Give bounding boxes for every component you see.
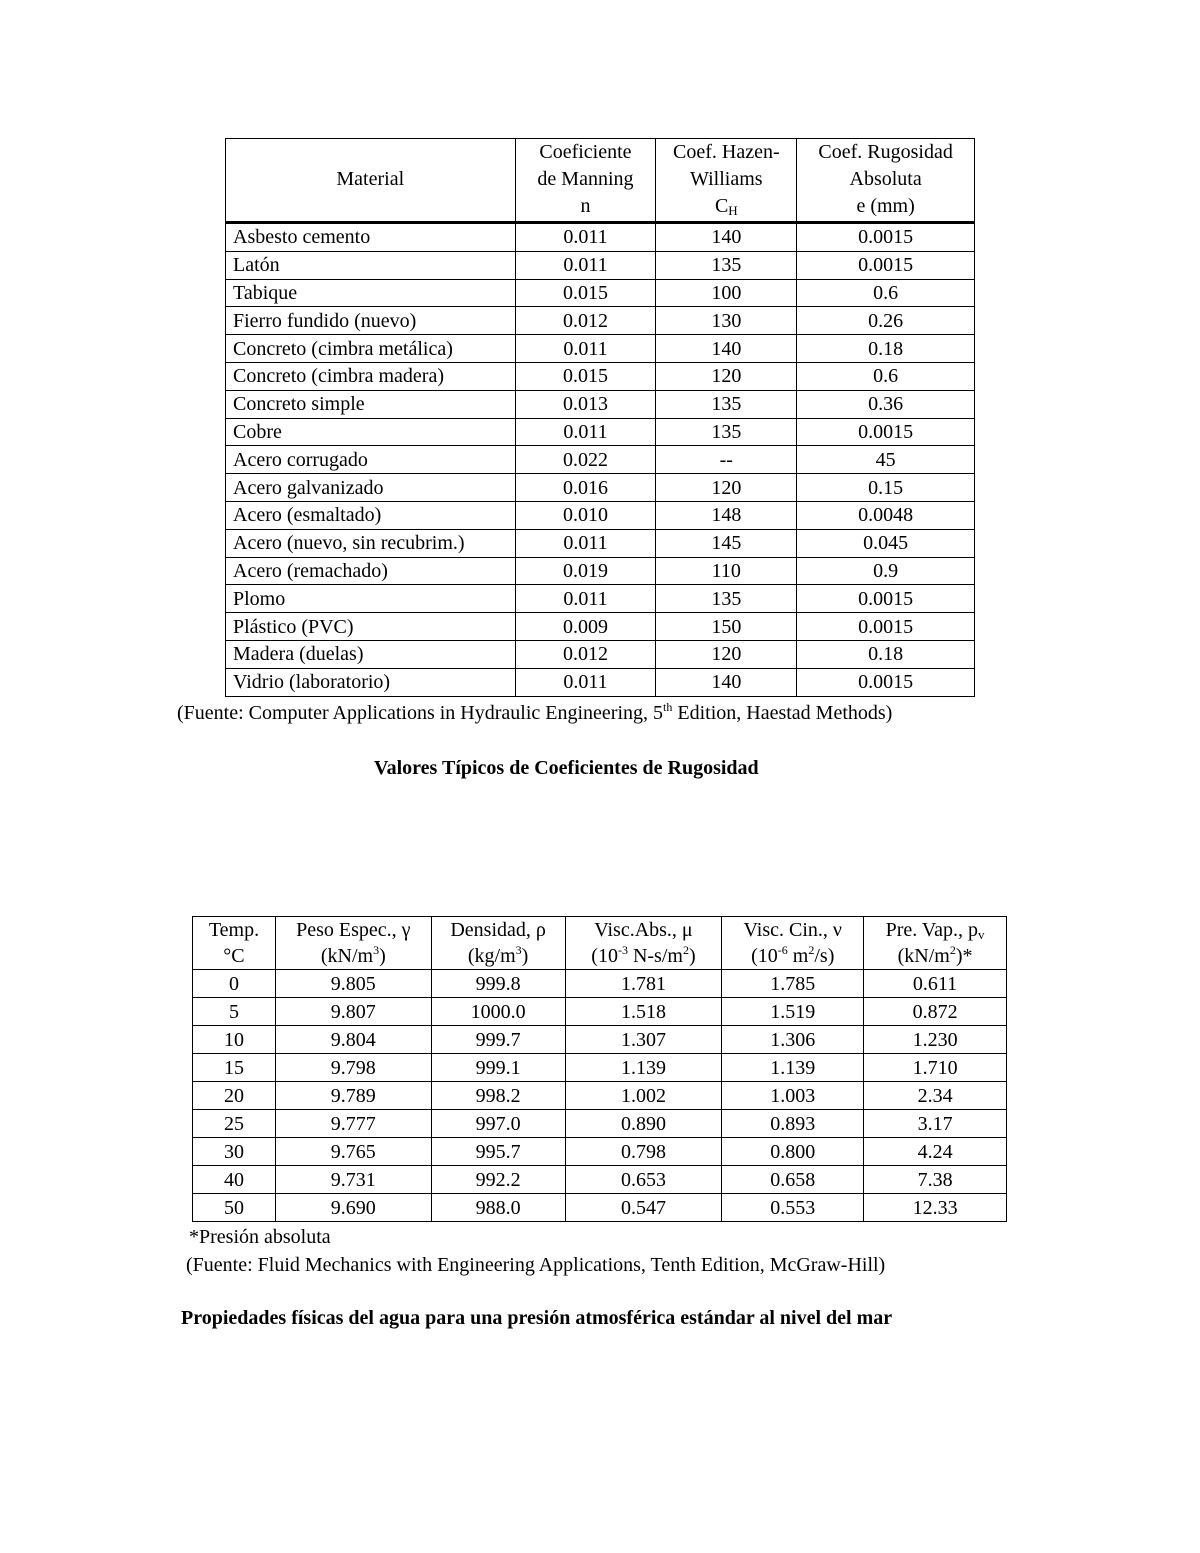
table-cell: Acero (esmaltado): [226, 501, 516, 529]
header-material: Material: [226, 139, 516, 223]
table-cell: 0.012: [515, 307, 656, 335]
table-cell: 1.307: [565, 1026, 722, 1054]
table-cell: 9.804: [275, 1026, 431, 1054]
table-cell: Acero galvanizado: [226, 474, 516, 502]
table-cell: 0.015: [515, 362, 656, 390]
table-cell: 148: [656, 501, 797, 529]
table-cell: 0.547: [565, 1194, 722, 1222]
table-cell: Fierro fundido (nuevo): [226, 307, 516, 335]
table-cell: 0.011: [515, 418, 656, 446]
table-cell: 0.0015: [797, 585, 975, 613]
table-row: [226, 279, 975, 307]
table-cell: 0.6: [797, 362, 975, 390]
table-cell: Plástico (PVC): [226, 613, 516, 641]
header-visc-abs: Visc.Abs., μ ($10^{-3}$ $N-s/m^2$): [565, 917, 722, 970]
table-cell: Acero corrugado: [226, 446, 516, 474]
table-cell: 0.798: [565, 1138, 722, 1166]
table-row: [226, 390, 975, 418]
table-row: [193, 1194, 1007, 1222]
table-row: [193, 1166, 1007, 1194]
table-cell: Latón: [226, 251, 516, 279]
table-cell: 0.893: [722, 1110, 864, 1138]
table-row: [193, 998, 1007, 1026]
table-cell: 3.17: [864, 1110, 1007, 1138]
table-cell: 9.805: [275, 970, 431, 998]
header-densidad: Densidad, ρ $(kg/m^3)$: [431, 917, 565, 970]
water-caption: Propiedades físicas del agua para una presión atmosférica estándar al nivel del mar: [181, 1307, 893, 1329]
table-row: [226, 557, 975, 585]
table-cell: 45: [797, 446, 975, 474]
table-cell: Acero (remachado): [226, 557, 516, 585]
table-cell: 9.731: [275, 1166, 431, 1194]
table-cell: 999.1: [431, 1054, 565, 1082]
table-cell: 0.022: [515, 446, 656, 474]
table-cell: 0: [193, 970, 276, 998]
table-row: [226, 335, 975, 363]
table-cell: 50: [193, 1194, 276, 1222]
table-cell: 5: [193, 998, 276, 1026]
table-cell: 997.0: [431, 1110, 565, 1138]
table-cell: 0.15: [797, 474, 975, 502]
table-cell: 0.011: [515, 223, 656, 252]
roughness-caption: Valores Típicos de Coeficientes de Rugosidad: [374, 757, 759, 779]
table-cell: 9.807: [275, 998, 431, 1026]
table-cell: 135: [656, 251, 797, 279]
table-cell: 0.019: [515, 557, 656, 585]
table-cell: Concreto (cimbra madera): [226, 362, 516, 390]
table-cell: 12.33: [864, 1194, 1007, 1222]
table-cell: 1.710: [864, 1054, 1007, 1082]
table-cell: Cobre: [226, 418, 516, 446]
roughness-table-header: [226, 139, 975, 223]
table-cell: 30: [193, 1138, 276, 1166]
table-cell: 0.0015: [797, 418, 975, 446]
table-cell: 0.009: [515, 613, 656, 641]
table-cell: 1.785: [722, 970, 864, 998]
table-cell: 140: [656, 223, 797, 252]
table-cell: 0.9: [797, 557, 975, 585]
table-cell: 135: [656, 418, 797, 446]
table-cell: 1.781: [565, 970, 722, 998]
table-cell: 120: [656, 362, 797, 390]
table-cell: 1.003: [722, 1082, 864, 1110]
table-cell: 1.306: [722, 1026, 864, 1054]
table-cell: 999.7: [431, 1026, 565, 1054]
table-cell: 0.18: [797, 335, 975, 363]
table-cell: 9.690: [275, 1194, 431, 1222]
table-cell: 9.798: [275, 1054, 431, 1082]
water-table-header: [193, 917, 1007, 970]
table-cell: 10: [193, 1026, 276, 1054]
roughness-source: (Fuente: Computer Applications in Hydraulic Engineering, 5th Edition, Haestad Methods): [177, 700, 893, 724]
water-note: *Presión absoluta: [189, 1226, 331, 1248]
table-cell: 999.8: [431, 970, 565, 998]
table-cell: 1000.0: [431, 998, 565, 1026]
table-cell: 2.34: [864, 1082, 1007, 1110]
table-cell: 992.2: [431, 1166, 565, 1194]
table-cell: 145: [656, 529, 797, 557]
table-cell: 0.012: [515, 640, 656, 668]
table-cell: 100: [656, 279, 797, 307]
table-cell: 140: [656, 668, 797, 696]
table-row: [226, 501, 975, 529]
table-row: [193, 1138, 1007, 1166]
table-row: [193, 1026, 1007, 1054]
table-cell: Asbesto cemento: [226, 223, 516, 252]
header-peso-especifico: Peso Espec., γ $(kN/m^3)$: [275, 917, 431, 970]
table-cell: 15: [193, 1054, 276, 1082]
roughness-table: [225, 138, 975, 697]
header-visc-cin: Visc. Cin., ν ($10^{-6}$ $m^2/s$): [722, 917, 864, 970]
table-row: [193, 1054, 1007, 1082]
water-properties-table: [192, 916, 1007, 1222]
table-cell: 0.0015: [797, 668, 975, 696]
table-cell: 150: [656, 613, 797, 641]
table-cell: 0.36: [797, 390, 975, 418]
water-table-body: [193, 970, 1007, 1222]
table-cell: 0.011: [515, 529, 656, 557]
header-manning: Coeficiente de Manning n: [515, 139, 656, 223]
table-row: [226, 613, 975, 641]
table-row: [226, 474, 975, 502]
table-cell: Madera (duelas): [226, 640, 516, 668]
table-cell: 0.0015: [797, 251, 975, 279]
table-row: [226, 529, 975, 557]
table-cell: 135: [656, 390, 797, 418]
table-cell: 9.777: [275, 1110, 431, 1138]
table-row: [226, 251, 975, 279]
table-cell: 0.011: [515, 585, 656, 613]
table-row: [193, 1082, 1007, 1110]
table-row: [193, 970, 1007, 998]
table-cell: 135: [656, 585, 797, 613]
header-hazen-williams: Coef. Hazen- Williams $C_H$: [656, 139, 797, 223]
table-cell: 0.011: [515, 668, 656, 696]
table-cell: 0.800: [722, 1138, 864, 1166]
table-cell: 0.0048: [797, 501, 975, 529]
table-cell: 1.002: [565, 1082, 722, 1110]
table-cell: 1.139: [565, 1054, 722, 1082]
table-cell: 0.0015: [797, 613, 975, 641]
table-cell: 0.013: [515, 390, 656, 418]
table-cell: 9.789: [275, 1082, 431, 1110]
table-cell: 1.519: [722, 998, 864, 1026]
table-cell: 130: [656, 307, 797, 335]
table-row: [226, 223, 975, 252]
header-rugosidad: Coef. Rugosidad Absoluta e (mm): [797, 139, 975, 223]
table-cell: 110: [656, 557, 797, 585]
table-cell: 4.24: [864, 1138, 1007, 1166]
table-cell: 0.0015: [797, 223, 975, 252]
table-cell: 988.0: [431, 1194, 565, 1222]
roughness-table-body: [226, 223, 975, 697]
table-cell: Plomo: [226, 585, 516, 613]
table-cell: 1.139: [722, 1054, 864, 1082]
table-cell: 9.765: [275, 1138, 431, 1166]
table-row: [226, 362, 975, 390]
table-cell: 0.045: [797, 529, 975, 557]
table-row: [226, 668, 975, 696]
table-cell: Concreto simple: [226, 390, 516, 418]
table-row: [226, 446, 975, 474]
table-cell: --: [656, 446, 797, 474]
table-row: [226, 640, 975, 668]
table-cell: Vidrio (laboratorio): [226, 668, 516, 696]
table-cell: Concreto (cimbra metálica): [226, 335, 516, 363]
table-cell: 0.011: [515, 335, 656, 363]
table-cell: Tabique: [226, 279, 516, 307]
header-pre-vap: Pre. Vap., $p_v$ $(kN/m^2)*$: [864, 917, 1007, 970]
water-source: (Fuente: Fluid Mechanics with Engineering Applications, Tenth Edition, McGraw-Hill): [186, 1254, 886, 1276]
header-temp: Temp. °C: [193, 917, 276, 970]
table-cell: 0.016: [515, 474, 656, 502]
table-cell: 0.26: [797, 307, 975, 335]
table-cell: 998.2: [431, 1082, 565, 1110]
table-cell: 1.518: [565, 998, 722, 1026]
table-cell: 0.553: [722, 1194, 864, 1222]
table-cell: 140: [656, 335, 797, 363]
table-cell: 20: [193, 1082, 276, 1110]
table-cell: Acero (nuevo, sin recubrim.): [226, 529, 516, 557]
table-row: [226, 585, 975, 613]
table-cell: 0.611: [864, 970, 1007, 998]
table-cell: 0.890: [565, 1110, 722, 1138]
table-cell: 120: [656, 640, 797, 668]
table-cell: 0.015: [515, 279, 656, 307]
table-row: [226, 307, 975, 335]
table-cell: 0.18: [797, 640, 975, 668]
table-cell: 995.7: [431, 1138, 565, 1166]
table-cell: 1.230: [864, 1026, 1007, 1054]
table-cell: 0.010: [515, 501, 656, 529]
table-row: [193, 1110, 1007, 1138]
table-cell: 0.653: [565, 1166, 722, 1194]
table-cell: 0.011: [515, 251, 656, 279]
table-cell: 0.6: [797, 279, 975, 307]
table-cell: 120: [656, 474, 797, 502]
table-cell: 40: [193, 1166, 276, 1194]
table-cell: 7.38: [864, 1166, 1007, 1194]
table-cell: 0.658: [722, 1166, 864, 1194]
table-cell: 0.872: [864, 998, 1007, 1026]
table-row: [226, 418, 975, 446]
table-cell: 25: [193, 1110, 276, 1138]
